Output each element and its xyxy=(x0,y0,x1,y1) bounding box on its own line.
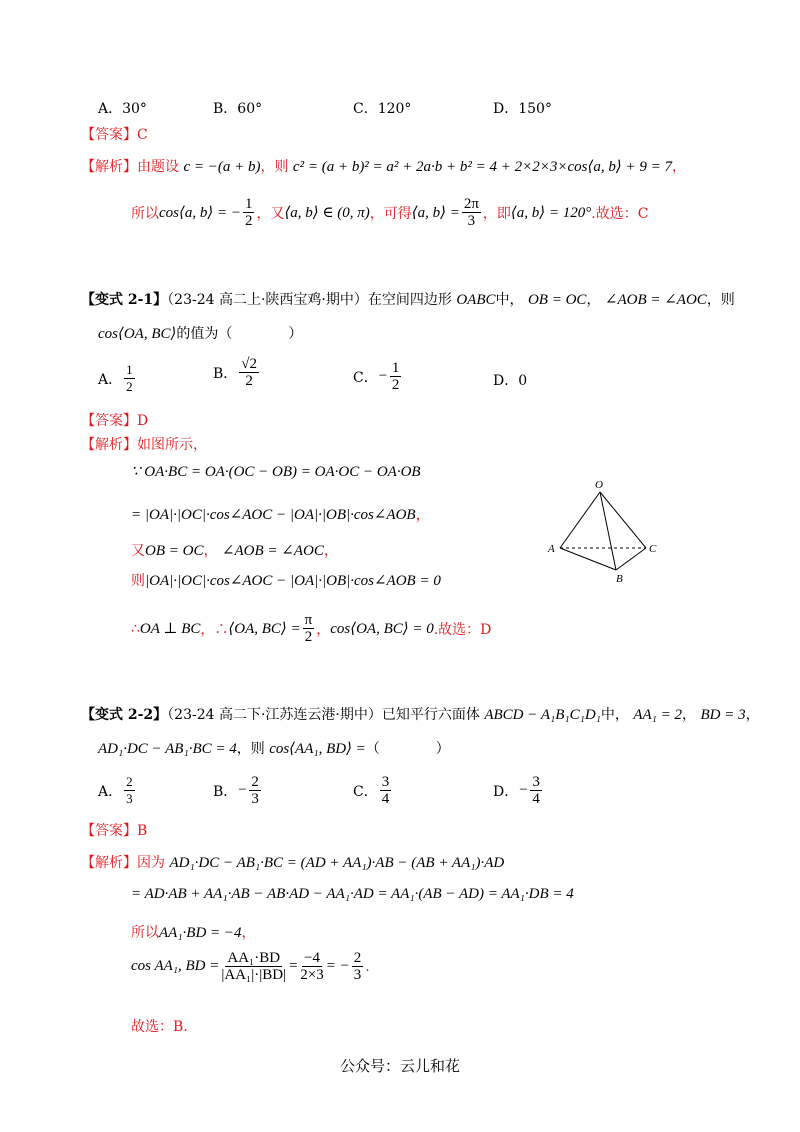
q3-analysis-line1: 【解析】因为 AD₁·DC − AB₁·BC = (AD + AA₁)·AB − (AB + AA₁)·AD xyxy=(81,855,505,871)
answer-value: C xyxy=(137,127,148,143)
formula: cos⟨a, b⟩ = − xyxy=(159,205,241,221)
q1-option-c: C．120° xyxy=(353,101,412,117)
formula: c² = (a + b)² = a² + 2a·b + b² = 4 + 2×2×3×cos⟨a, b⟩ + 9 = 7 xyxy=(292,159,672,175)
footer-text: 公众号：云儿和花 xyxy=(340,1057,461,1075)
q2-option-c: C． − $\frac{1}{2}$ xyxy=(353,360,400,393)
answer-tag: 【答案】 xyxy=(81,127,137,143)
q3-option-c: C． $\frac{3}{4}$ xyxy=(353,774,390,807)
q2-option-d: D．0 xyxy=(493,373,528,389)
q3-analysis-line4: cos AA₁, BD = $\frac{\text{AA₁·BD}}{\text{|AA₁|·|BD|}}$ = $\frac{-4}{2\times 3}$ = − $\frac{2}{3}$ . xyxy=(131,950,370,983)
q2-option-b: B． $\frac{√2}{2}$ xyxy=(213,356,258,389)
question-tag: 【变式 2-1】 xyxy=(81,292,168,308)
vertex-c-label: C xyxy=(649,543,657,555)
q2-step2: = |OA|·|OC|·cos∠AOC − |OA|·|OB|·cos∠AOB， xyxy=(131,507,431,523)
edge-oc xyxy=(600,492,646,548)
q3-option-a: A． $\frac{2}{3}$ xyxy=(98,774,133,806)
formula: ⟨a, b⟩ ∈ (0, π) xyxy=(284,205,370,221)
q1-analysis-line2: 所以 cos⟨a, b⟩ = − $\frac{1}{2}$ ，又 ⟨a, b⟩ ∈ (0, π) ，可得 ⟨a, b⟩ = $\frac{2\pi}{3}$ ，即 ⟨a, b⟩ = 120° .故选：C xyxy=(131,196,649,229)
q2-analysis-intro: 【解析】如图所示， xyxy=(81,437,207,453)
edge-ab xyxy=(560,548,616,570)
q2-ask: cos⟨OA, BC⟩的值为（ ） xyxy=(98,326,303,342)
formula: ⟨a, b⟩ = 120° xyxy=(510,205,592,221)
answer-value: B xyxy=(137,823,148,839)
q2-step3: 又OB = OC， ∠AOB = ∠AOC， xyxy=(131,543,338,559)
q1-analysis-line1: 【解析】由题设 c = −(a + b)，则 c² = (a + b)² = a² + 2a·b + b² = 4 + 2×2×3×cos⟨a, b⟩ + 9 = 7， xyxy=(81,159,686,175)
q1-option-a: A．30° xyxy=(98,101,147,117)
q3-stem: 【变式 2-2】（23-24 高二下·江苏连云港·期中）已知平行六面体 ABCD − A₁B₁C₁D₁中， AA₁ = 2， BD = 3， xyxy=(81,707,760,723)
fraction: $\frac{1}{2}$ xyxy=(244,196,253,229)
q2-option-a: A． $\frac{1}{2}$ xyxy=(98,362,133,394)
q2-answer xyxy=(81,410,148,430)
q1-answer xyxy=(81,124,148,144)
formula: ⟨a, b⟩ = xyxy=(411,205,460,221)
edge-oa xyxy=(560,492,600,548)
q3-analysis-line2: = AD·AB + AA₁·AB − AB·AD − AA₁·AD = AA₁·(AB − AD) = AA₁·DB = 4 xyxy=(131,886,574,902)
q2-step4: 则|OA|·|OC|·cos∠AOC − |OA|·|OB|·cos∠AOB = 0 xyxy=(131,573,441,589)
formula: cos⟨OA, BC⟩ xyxy=(98,326,177,342)
q3-analysis-line3: 所以AA₁·BD = −4， xyxy=(131,925,256,941)
q2-stem: 【变式 2-1】（23-24 高二上·陕西宝鸡·期中）在空间四边形 OABC中， OB = OC， ∠AOB = ∠AOC，则 xyxy=(81,292,735,308)
analysis-tag: 【解析】 xyxy=(81,159,137,175)
q2-step5: ∴ OA ⊥ BC ，∴ ⟨OA, BC⟩ = $\frac{\pi}{2}$ ， cos⟨OA, BC⟩ = 0 .故选：D xyxy=(131,612,492,645)
analysis-tag: 【解析】 xyxy=(81,437,137,453)
q1-option-b: B．60° xyxy=(213,101,263,117)
question-tag: 【变式 2-2】 xyxy=(81,707,168,723)
edge-bc xyxy=(616,548,646,570)
vertex-b-label: B xyxy=(616,573,623,585)
tetrahedron-figure xyxy=(540,478,670,586)
formula: c = −(a + b) xyxy=(183,159,261,175)
answer-value: D xyxy=(137,413,149,429)
q3-option-d: D． − $\frac{3}{4}$ xyxy=(493,774,540,807)
q3-option-b: B． − $\frac{2}{3}$ xyxy=(213,774,259,807)
vertex-o-label: O xyxy=(595,479,603,491)
q3-answer xyxy=(81,820,147,840)
fraction: $\frac{2\pi}{3}$ xyxy=(463,196,479,229)
answer-tag: 【答案】 xyxy=(81,823,137,839)
q3-condition: AD₁·DC − AB₁·BC = 4，则 cos⟨AA₁, BD⟩ =（ ） xyxy=(98,741,450,757)
vertex-a-label: A xyxy=(548,543,555,555)
answer-tag: 【答案】 xyxy=(81,413,137,429)
q2-step1: ∵ OA·BC = OA·(OC − OB) = OA·OC − OA·OB xyxy=(131,464,421,480)
q3-conclusion: 故选：B. xyxy=(131,1019,188,1035)
edge-ob xyxy=(600,492,616,570)
q1-option-d: D．150° xyxy=(493,101,552,117)
analysis-tag: 【解析】 xyxy=(81,855,137,871)
